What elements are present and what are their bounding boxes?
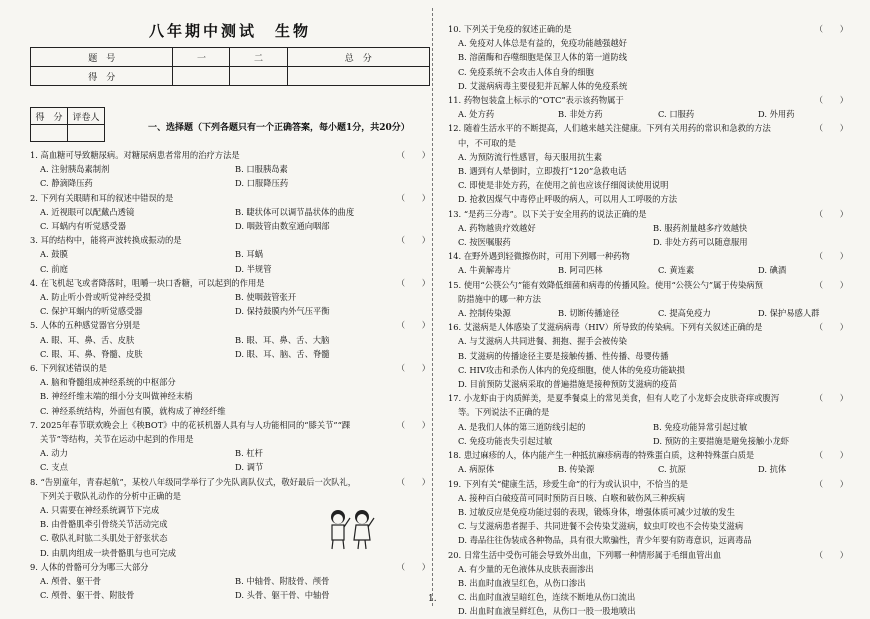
answer-option[interactable]: D. 抗体	[758, 464, 787, 475]
section-heading: 一、选择题（下列各题只有一个正确答案，每小题1分，共20分）	[148, 123, 410, 133]
answer-blank[interactable]: （ ）	[814, 322, 848, 333]
question-stem: 10. 下列关于免疫的叙述正确的是	[448, 24, 572, 34]
question-stem: 13. “是药三分毒”。以下关于安全用药的说法正确的是	[448, 208, 647, 219]
question-stem-row	[448, 22, 848, 36]
question-stem: 11. 药物包装盒上标示的“OTC”表示该药物属于	[448, 95, 624, 106]
answer-option[interactable]: A. 有少量的无色液体从皮肤表面渗出	[458, 563, 594, 574]
option-list	[30, 446, 430, 474]
answer-blank[interactable]: （ ）	[814, 450, 848, 461]
question	[448, 448, 848, 476]
answer-blank[interactable]: （ ）	[396, 192, 430, 203]
option-list	[30, 205, 430, 233]
question	[448, 391, 848, 448]
answer-option[interactable]: D. 眼、耳、脑、舌、脊髓	[235, 348, 330, 359]
option-list	[448, 107, 848, 121]
answer-option[interactable]: A. 控制传染源	[458, 308, 511, 319]
question-stem: 20. 日常生活中受伤可能会导致外出血，下列哪一种情形属于毛细血管出血	[448, 549, 722, 560]
question-stem-row	[30, 148, 430, 162]
option-list	[448, 221, 848, 249]
answer-option[interactable]: B. 睫状体可以调节晶状体的曲度	[235, 206, 355, 217]
answer-option[interactable]: C. 与艾滋病患者握手、共同进餐不会传染艾滋病，蚊虫叮咬也不会传染艾滋病	[458, 521, 744, 532]
question-stem: 5. 人体的五种感觉器官分别是	[30, 320, 141, 331]
score-header-cell: 总 分	[287, 48, 429, 67]
answer-option[interactable]: C. 前庭	[40, 263, 68, 274]
answer-option[interactable]: B. 非处方药	[558, 109, 603, 120]
question	[448, 320, 848, 391]
answer-blank[interactable]: （ ）	[814, 208, 848, 219]
answer-blank[interactable]: （ ）	[814, 478, 848, 489]
answer-blank[interactable]: （ ）	[814, 251, 848, 262]
question-stem-continued: 等。下列说法不正确的是	[458, 407, 550, 418]
answer-option[interactable]: D. 保持鼓膜内外气压平衡	[235, 306, 330, 317]
answer-blank[interactable]: （ ）	[396, 277, 430, 288]
option-list	[30, 333, 430, 361]
question	[30, 318, 430, 361]
answer-option[interactable]: D. 毒品往往伪装成各种物品，具有很大欺骗性，青少年要有防毒意识，远离毒品	[458, 535, 752, 546]
question	[30, 418, 430, 475]
question-stem: 12. 随着生活水平的不断提高，人们越来越关注健康。下列有关用药的常识和急救的方法	[448, 123, 771, 134]
answer-option[interactable]: B. 耳蜗	[235, 249, 263, 260]
option-list	[30, 162, 430, 190]
question-stem: 3. 耳的结构中，能将声波转换成振动的是	[30, 235, 182, 246]
answer-blank[interactable]: （ ）	[814, 549, 848, 560]
answer-option[interactable]: A. 药物越贵疗效越好	[458, 222, 536, 233]
answer-blank[interactable]: （ ）	[396, 150, 430, 160]
question	[30, 191, 430, 234]
question-stem-continued: 下列关于敬队礼动作的分析中正确的是	[40, 490, 182, 501]
column-divider	[432, 8, 433, 606]
answer-option[interactable]: A. 眼、耳、鼻、舌、皮肤	[40, 334, 135, 345]
answer-option[interactable]: A. 近视眼可以配戴凸透镜	[40, 206, 135, 217]
answer-option[interactable]: D. 外用药	[758, 109, 795, 120]
question-stem-row	[448, 249, 848, 263]
answer-option[interactable]: A. 处方药	[458, 109, 495, 120]
score-header-cell: 二	[230, 48, 287, 67]
question-stem: 15. 使用“公筷公勺”能有效降低细菌和病毒的传播风险。使用“公筷公勺”属于传染病预	[448, 279, 763, 290]
question-stem: 1. 高血糖可导致糖尿病。对糖尿病患者常用的治疗方法是	[30, 150, 240, 160]
answer-option[interactable]: D. 碘酒	[758, 265, 787, 276]
option-list	[448, 306, 848, 320]
question	[30, 276, 430, 319]
answer-blank[interactable]: （ ）	[396, 419, 430, 430]
answer-option[interactable]: D. 咽鼓管由数室通向咽部	[235, 221, 330, 232]
option-list	[30, 375, 430, 418]
question-stem-row	[448, 477, 848, 491]
answer-option[interactable]: A. 动力	[40, 448, 68, 459]
question-stem-row	[30, 276, 430, 290]
answer-blank[interactable]: （ ）	[396, 320, 430, 331]
answer-option[interactable]: A. 是我们人体的第三道防线引起的	[458, 421, 586, 432]
grader-score-label: 得 分	[31, 108, 68, 125]
answer-option[interactable]: C. 颅骨、躯干骨、附肢骨	[40, 590, 135, 601]
answer-option[interactable]: D. 头骨、躯干骨、中轴骨	[235, 590, 330, 601]
answer-option[interactable]: C. 耳蜗内有听觉感受器	[40, 221, 126, 232]
answer-option[interactable]: B. 传染源	[558, 464, 595, 475]
question-stem: 18. 患过麻疹的人，体内能产生一种抵抗麻疹病毒的特殊蛋白质，这种特殊蛋白质是	[448, 450, 755, 461]
answer-option[interactable]: D. 调节	[235, 462, 264, 473]
question-stem-row	[30, 475, 430, 489]
answer-option[interactable]: D. 目前预防艾滋病采取的普遍措施是接种预防艾滋病的疫苗	[458, 379, 678, 390]
score-input-cell[interactable]	[173, 67, 230, 86]
question-stem-row	[448, 207, 848, 221]
page-number: 1.	[428, 594, 437, 604]
answer-option[interactable]: A. 牛黄解毒片	[458, 265, 511, 276]
students-saluting-illustration	[320, 508, 380, 550]
answer-option[interactable]: B. 由骨骼肌牵引骨绕关节活动完成	[40, 519, 168, 530]
answer-option[interactable]: B. 切断传播途径	[558, 308, 620, 319]
answer-option[interactable]: B. 出血时血液呈红色，从伤口渗出	[458, 577, 586, 588]
grader-name-label: 评卷人	[68, 108, 105, 125]
option-list	[448, 263, 848, 277]
answer-option[interactable]: B. 溶菌酶和吞噬细胞是保卫人体的第一道防线	[458, 52, 628, 63]
answer-option[interactable]: C. 保护耳蜗内的听觉感受器	[40, 306, 143, 317]
question-stem-row	[30, 361, 430, 375]
answer-option[interactable]: B. 艾滋病的传播途径主要是接触传播、性传播、母婴传播	[458, 350, 669, 361]
question-stem: 17. 小龙虾由于肉质鲜美，是夏季餐桌上的常见美食，但有人吃了小龙虾会皮肤奇痒或腹泻	[448, 393, 780, 404]
answer-option[interactable]: B. 遇到有人晕倒时，立即拨打“120”急救电话	[458, 166, 627, 177]
question-stem-row	[448, 93, 848, 107]
answer-option[interactable]: A. 防止听小骨或听觉神经受损	[40, 292, 151, 303]
answer-option[interactable]: D. 艾滋病病毒主要侵犯并瓦解人体的免疫系统	[458, 80, 628, 91]
answer-option[interactable]: A. 鼓膜	[40, 249, 68, 260]
answer-option[interactable]: A. 病原体	[458, 464, 495, 475]
answer-option[interactable]: C. 抗原	[658, 464, 686, 475]
answer-option[interactable]: A. 与艾滋病人共同进餐、拥抱、握手会被传染	[458, 336, 627, 347]
answer-option[interactable]: D. 半规管	[235, 263, 272, 274]
question-stem-continued: 关节”等结构，关节在运动中起到的作用是	[40, 434, 194, 445]
option-list	[448, 491, 848, 548]
answer-option[interactable]: B. 免疫功能异常引起过敏	[653, 421, 748, 432]
option-list	[448, 420, 848, 448]
option-list	[30, 247, 430, 275]
question	[448, 93, 848, 121]
question	[30, 361, 430, 418]
question-stem: 14. 在野外遇到轻微擦伤时，可用下列哪一种药物	[448, 251, 630, 262]
answer-option[interactable]: C. 按医嘱服药	[458, 237, 511, 248]
score-table	[30, 47, 430, 86]
question-stem-row	[448, 278, 848, 292]
score-input-cell[interactable]	[287, 67, 429, 86]
answer-option[interactable]: C. 出血时血液呈暗红色，连续不断地从伤口流出	[458, 592, 636, 603]
question-stem-row	[30, 560, 430, 574]
answer-option[interactable]: A. 免疫对人体总是有益的，免疫功能越强越好	[458, 38, 627, 49]
question-stem-row	[448, 548, 848, 562]
option-list	[448, 334, 848, 391]
question	[30, 233, 430, 276]
question	[448, 207, 848, 250]
answer-option[interactable]: D. 非处方药可以随意服用	[653, 237, 748, 248]
question-stem: 8. “告别童年，青春起航”，某校八年级同学举行了少先队离队仪式，敬好最后一次队礼，	[30, 476, 357, 487]
answer-blank[interactable]: （ ）	[814, 279, 848, 290]
question-stem-continued: 防措施中的哪一种方法	[458, 293, 541, 304]
answer-option[interactable]: B. 使咽鼓管张开	[235, 292, 297, 303]
question-stem: 7. 2025年春节联欢晚会上《秧BOT》中的花袄机器人具有与人功能相同的“膝关节”“踝	[30, 419, 351, 430]
answer-option[interactable]: B. 神经纤维末端的细小分支叫做神经末梢	[40, 391, 193, 402]
answer-option[interactable]: C. 黄连素	[658, 265, 695, 276]
question-stem-row	[448, 391, 848, 405]
answer-option[interactable]: A. 颅骨、躯干骨	[40, 576, 102, 587]
answer-option[interactable]: B. 中轴骨、附肢骨、颅骨	[235, 576, 330, 587]
grader-box	[30, 107, 105, 142]
answer-option[interactable]: A. 脑和脊髓组成神经系统的中枢部分	[40, 377, 176, 388]
answer-option[interactable]: B. 口服胰岛素	[235, 164, 288, 175]
answer-blank[interactable]: （ ）	[814, 95, 848, 106]
grader-score-cell[interactable]	[31, 125, 68, 142]
score-header-cell: 一	[173, 48, 230, 67]
answer-option[interactable]: D. 出血时血液呈鲜红色，从伤口一股一股地喷出	[458, 606, 636, 617]
question-stem: 16. 艾滋病是人体感染了艾滋病病毒（HIV）所导致的传染病。下列有关叙述正确的是	[448, 322, 763, 333]
question-stem: 9. 人体的骨骼可分为哪三大部分	[30, 561, 149, 572]
question-stem-row	[448, 448, 848, 462]
answer-option[interactable]: B. 服药剂量越多疗效越快	[653, 222, 748, 233]
option-list	[30, 290, 430, 318]
answer-blank[interactable]: （ ）	[814, 123, 848, 134]
answer-option[interactable]: D. 保护易感人群	[758, 308, 820, 319]
option-list	[448, 36, 848, 93]
page-title: 八年期中测试 生物	[148, 22, 311, 40]
answer-option[interactable]: C. 静滴降压药	[40, 178, 93, 189]
answer-option[interactable]: A. 接种百白破疫苗可同时预防百日咳、白喉和破伤风三种疾病	[458, 492, 685, 503]
question-stem-row	[30, 418, 430, 432]
question-stem: 19. 下列有关“健康生活，珍爱生命”的行为或认识中，不恰当的是	[448, 478, 689, 489]
score-label-cell: 得 分	[31, 67, 173, 86]
question-stem-row	[30, 233, 430, 247]
question	[448, 22, 848, 93]
question-stem: 4. 在飞机起飞或者降落时，咀嚼一块口香糖，可以起到的作用是	[30, 277, 265, 288]
answer-option[interactable]: C. HIV攻击和杀伤人体内的免疫细胞，使人体的免疫功能缺损	[458, 364, 685, 375]
answer-option[interactable]: B. 杠杆	[235, 448, 263, 459]
question	[448, 121, 848, 206]
answer-option[interactable]: A. 只需要在神经系统调节下完成	[40, 505, 160, 516]
question	[448, 477, 848, 548]
question	[30, 148, 430, 191]
answer-option[interactable]: B. 眼、耳、鼻、舌、大脑	[235, 334, 330, 345]
left-column	[30, 20, 430, 601]
grader-table	[30, 107, 105, 142]
answer-option[interactable]: C. 敬队礼时肱二头肌处于舒张状态	[40, 533, 168, 544]
answer-option[interactable]: C. 免疫功能丧失引起过敏	[458, 435, 553, 446]
answer-option[interactable]: A. 注射胰岛素制剂	[40, 164, 110, 175]
option-list	[448, 150, 848, 207]
option-list	[448, 462, 848, 476]
question-stem-row	[30, 318, 430, 332]
option-list	[30, 574, 430, 602]
answer-option[interactable]: C. 口服药	[658, 109, 695, 120]
answer-blank[interactable]: （ ）	[396, 235, 430, 246]
answer-option[interactable]: D. 口服降压药	[235, 178, 289, 189]
score-input-cell[interactable]	[230, 67, 287, 86]
option-list	[448, 562, 848, 619]
answer-option[interactable]: C. 即使是非处方药，在使用之前也应该仔细阅读使用说明	[458, 180, 669, 191]
grader-name-cell[interactable]	[68, 125, 105, 142]
answer-blank[interactable]: （ ）	[396, 561, 430, 572]
answer-option[interactable]: D. 由肌肉组成一块骨骼肌与也可完成	[40, 547, 177, 558]
answer-option[interactable]: A. 为预防流行性感冒，每天服用抗生素	[458, 151, 603, 162]
answer-option[interactable]: C. 免疫系统不会攻击人体自身的细胞	[458, 66, 594, 77]
question-stem: 6. 下列叙述错误的是	[30, 363, 107, 374]
question	[448, 249, 848, 277]
score-header-cell: 题 号	[31, 48, 173, 67]
question-stem-row	[30, 191, 430, 205]
answer-blank[interactable]: （ ）	[396, 476, 430, 487]
question-stem: 2. 下列有关眼睛和耳的叙述中错误的是	[30, 192, 174, 203]
answer-blank[interactable]: （ ）	[814, 393, 848, 404]
answer-option[interactable]: B. 过敏反应是免疫功能过弱的表现，锻炼身体，增强体质可减少过敏的发生	[458, 506, 735, 517]
question	[448, 548, 848, 619]
answer-option[interactable]: D. 抢救因煤气中毒停止呼吸的病人，可以用人工呼吸的方法	[458, 194, 678, 205]
question-stem-continued: 中，不可取的是	[458, 137, 517, 148]
answer-option[interactable]: D. 预防的主要措施是避免接触小龙虾	[653, 435, 790, 446]
right-question-list	[448, 22, 848, 619]
answer-option[interactable]: B. 阿司匹林	[558, 265, 603, 276]
answer-option[interactable]: C. 眼、耳、鼻、脊髓、皮肤	[40, 348, 143, 359]
answer-option[interactable]: C. 提高免疫力	[658, 308, 711, 319]
question	[30, 560, 430, 603]
answer-option[interactable]: C. 神经系统结构，外面包有膜，就构成了神经纤维	[40, 405, 226, 416]
answer-blank[interactable]: （ ）	[396, 363, 430, 374]
question-stem-row	[448, 121, 848, 135]
question-stem-row	[448, 320, 848, 334]
answer-blank[interactable]: （ ）	[814, 24, 848, 34]
question	[448, 278, 848, 321]
answer-option[interactable]: C. 支点	[40, 462, 68, 473]
